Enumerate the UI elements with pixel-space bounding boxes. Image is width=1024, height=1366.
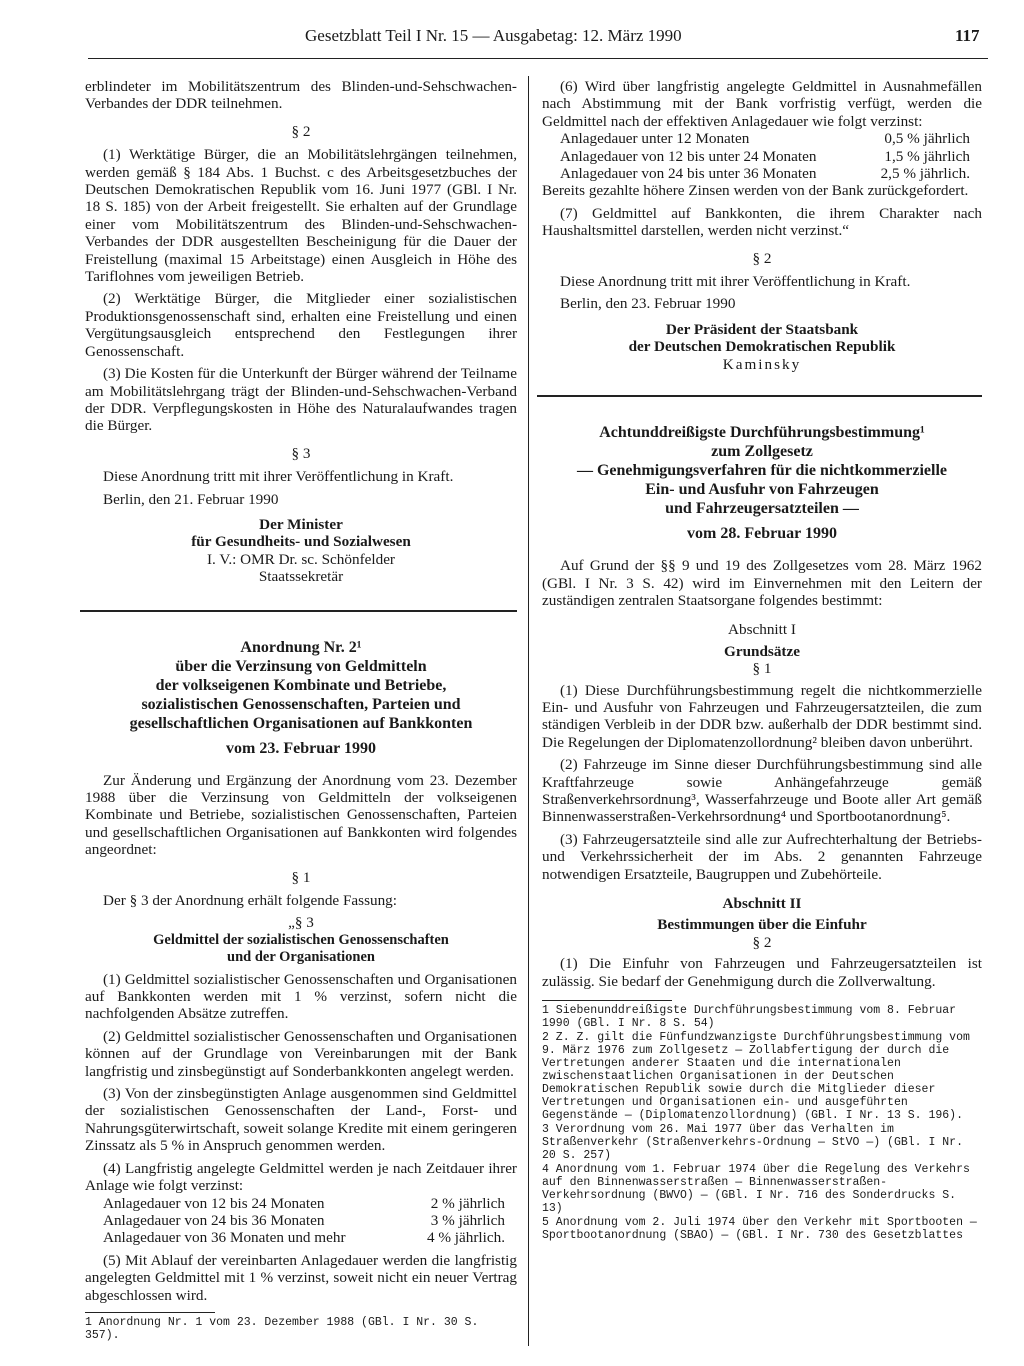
- rate-row: Anlagedauer von 24 bis unter 36 Monaten 2,5 % jährlich.: [560, 165, 970, 183]
- rate-row: Anlagedauer von 12 bis unter 24 Monaten 1,5 % jährlich: [560, 147, 970, 165]
- paragraph: (5) Mit Ablauf der vereinbarten Anlagedauer werden die langfristig angelegten Geldmittel mit 1 % verzinst, soweit nicht ein neuer Vertrag abgeschlossen wird.: [85, 1251, 517, 1304]
- signature-name: I. V.: OMR Dr. sc. Schönfelder: [206, 550, 395, 568]
- rate-row: Anlagedauer von 24 bis 36 Monaten 3 % jährlich: [103, 1211, 505, 1229]
- chapter-heading: Abschnitt II: [722, 895, 802, 912]
- paragraph: (6) Wird über langfristig angelegte Geldmittel in Ausnahmefällen nach Abstimmung mit der Bank vorfristig verfügt, werden die Geldmittel nach der effektiven Anlagedauer wie folgt verzinst:: [542, 78, 982, 130]
- paragraph: (3) Fahrzeugersatzteile sind alle zur Aufrechterhaltung der Betriebs- und Verkehrssicherheit der im Abs. 2 genannten Fahrzeuge notwendigen Ersatzteile, Baugruppen und Zubehörteile.: [542, 830, 982, 883]
- paragraph: Diese Anordnung tritt mit ihrer Veröffentlichung in Kraft.: [103, 468, 454, 486]
- section-rule: [537, 395, 982, 397]
- title-line: — Genehmigungsverfahren für die nichtkommerzielle: [576, 462, 948, 480]
- signature-title: Der Minister: [259, 515, 343, 533]
- rate-row: Anlagedauer unter 12 Monaten 0,5 % jährlich: [560, 130, 970, 148]
- footnotes: [542, 1004, 982, 1242]
- rate-table: [85, 1195, 517, 1247]
- title-line: der volkseigenen Kombinate und Betriebe,: [155, 676, 447, 694]
- title-date: vom 23. Februar 1990: [226, 739, 376, 757]
- paragraph: Bereits gezahlte höhere Zinsen werden von der Bank zurückgefordert.: [542, 182, 969, 200]
- chapter-title: Bestimmungen über die Einfuhr: [657, 916, 867, 934]
- section-rule: [80, 610, 517, 612]
- paragraph: (1) Werktätige Bürger, die an Mobilitätslehrgängen teilnehmen, werden gemäß § 184 Abs. 1 Buchst. c des Arbeitsgesetzbuches der Deutschen Demokratischen Republik vom 16. Juni 1977 (GBl. I Nr. 18 S. 185) von der Arbeit freigestellt. Sie erhalten auf der Grundlage einer vom Mobilitätszentrum des Blinden-und-Sehschwachen-Verbandes der DDR ausgestellten Bescheinigung für die Dauer der Freistellung (maximal 15 Arbeitstage) einen Ausgleich in Höhe des Tariflohnes vom jeweiligen Betrieb.: [85, 146, 517, 286]
- footnote: 4 Anordnung vom 1. Februar 1974 über die Regelung des Verkehrs auf den Binnenwasserstraßen — Binnenwasserstraßen-Verkehrsordnung (BWVO) — (GBl. I Nr. 716 des Sonderdrucks S. 13): [542, 1163, 970, 1216]
- section-heading: § 2: [752, 249, 772, 267]
- left-column: [85, 78, 517, 1343]
- title-line: Achtunddreißigste Durchführungsbestimmung¹: [599, 424, 925, 442]
- footnote: 5 Anordnung vom 2. Juli 1974 über den Verkehr mit Sportbooten — Sportbootanordnung (SBAO) — (GBl. I Nr. 730 des Gesetzblattes: [542, 1216, 977, 1243]
- paragraph: (2) Fahrzeuge im Sinne dieser Durchführungsbestimmung sind alle Kraftfahrzeuge sowie Anhängefahrzeuge gemäß Straßenverkehrsordnung³, Wasserfahrzeuge und Boote aller Art gemäß Binnenwasserstraßen-Verkehrsordnung⁴ und Sportbootanordnung⁵.: [542, 756, 982, 826]
- right-column: [542, 78, 982, 1243]
- title-line: sozialistischen Genossenschaften, Parteien und: [141, 695, 461, 713]
- footnote-rule: [85, 1312, 215, 1313]
- chapter-heading: Abschnitt I: [728, 621, 796, 639]
- paragraph: Auf Grund der §§ 9 und 19 des Zollgesetzes vom 28. März 1962 (GBl. I Nr. 3 S. 42) wird im Einvernehmen mit den Leitern der zuständigen zentralen Staatsorgane folgendes bestimmt:: [542, 557, 982, 609]
- rate-table: [542, 130, 982, 182]
- section-heading: § 2: [752, 933, 772, 951]
- section-heading: § 3: [291, 444, 311, 462]
- footnote: 2 Z. Z. gilt die Fünfundzwanzigste Durchführungsbestimmung vom 9. März 1976 zum Zollgesetz — Zollabfertigung der durch die Vertretungen anderer Staaten und die internationalen zwischenstaatlichen Organisationen in der Deutschen Demokratischen Republik sowie durch die Mitglieder dieser Vertretungen und Organisationen ein- und ausgeführten Gegenstände — (Diplomatenzollordnung) (GBl. I Nr. 13 S. 196).: [542, 1031, 970, 1123]
- paragraph: (7) Geldmittel auf Bankkonten, die ihrem Charakter nach Haushaltsmittel darstellen, werden nicht verzinst.“: [542, 204, 982, 240]
- quoted-heading: Geldmittel der sozialistischen Genossenschaften: [153, 931, 449, 948]
- paragraph: (1) Diese Durchführungsbestimmung regelt die nichtkommerzielle Ein- und Ausfuhr von Fahrzeugen und Fahrzeugersatzteilen, die zum ständigen Verbleib in der DDR bzw. außerhalb der DDR bestimmt sind. Die Regelungen der Diplomatenzollordnung² bleiben davon unberührt.: [542, 681, 982, 751]
- paragraph: Der § 3 der Anordnung erhält folgende Fassung:: [103, 892, 397, 909]
- signature-title: Der Präsident der Staatsbank: [665, 320, 859, 338]
- footnote-rule: [542, 1000, 672, 1001]
- document-title: [85, 638, 517, 758]
- signature-name: Kaminsky: [722, 355, 802, 373]
- paragraph: (1) Die Einfuhr von Fahrzeugen und Fahrzeugersatzteilen ist zulässig. Sie bedarf der Genehmigung durch die Zollverwaltung.: [542, 955, 982, 990]
- title-line: gesellschaftlichen Organisationen auf Bankkonten: [129, 714, 473, 732]
- title-date: vom 28. Februar 1990: [687, 525, 837, 543]
- footnote: 1 Anordnung Nr. 1 vom 23. Dezember 1988 (GBl. I Nr. 30 S. 357).: [85, 1315, 479, 1342]
- quoted-heading: und der Organisationen: [227, 949, 375, 966]
- paragraph: (2) Geldmittel sozialistischer Genossenschaften und Organisationen können auf der Grundlage von Vereinbarungen mit der Bank langfristig und zinsbegünstigt auf Sonderbankkonten angelegt werden.: [85, 1027, 517, 1080]
- section-heading: § 2: [291, 122, 311, 140]
- title-line: zum Zollgesetz: [711, 443, 813, 461]
- title-line: und Fahrzeugersatzteilen —: [665, 500, 859, 518]
- paragraph: Zur Änderung und Ergänzung der Anordnung vom 23. Dezember 1988 über die Verzinsung von Geldmitteln der volkseigenen Kombinate und Betriebe, sozialistischen Genossenschaften, Parteien und gesellschaftlichen Organisationen auf Bankkonten wird folgendes angeordnet:: [85, 771, 517, 859]
- signature-title: der Deutschen Demokratischen Republik: [628, 338, 896, 356]
- page-header-title: Gesetzblatt Teil I Nr. 15 — Ausgabetag: 12. März 1990: [305, 26, 682, 45]
- paragraph: (2) Werktätige Bürger, die Mitglieder einer sozialistischen Produktionsgenossenschaft sind, erhalten eine Freistellung und einen Vergütungsausgleich entsprechend den Festlegungen ihrer Genossenschaft.: [85, 290, 517, 360]
- rate-row: Anlagedauer von 36 Monaten und mehr 4 % jährlich.: [103, 1229, 505, 1247]
- chapter-title: Grundsätze: [724, 642, 800, 660]
- title-line: Anordnung Nr. 2¹: [240, 638, 362, 656]
- paragraph: (3) Die Kosten für die Unterkunft der Bürger während der Teilname am Mobilitätslehrgang trägt der Blinden-und-Sehschwachen-Verband der DDR. Verpflegungskosten in Höhe des Naturalaufwandes tragen die Bürger.: [85, 365, 517, 435]
- signature-role: Staatssekretär: [258, 568, 344, 586]
- title-line: über die Verzinsung von Geldmitteln: [175, 657, 427, 675]
- page-number: 117: [955, 26, 980, 45]
- footnotes: [85, 1316, 517, 1342]
- date-line: Berlin, den 21. Februar 1990: [103, 490, 279, 508]
- paragraph: erblindeter im Mobilitätszentrum des Blinden-und-Sehschwachen-Verbandes der DDR teilnehmen.: [85, 78, 517, 113]
- date-line: Berlin, den 23. Februar 1990: [560, 295, 736, 313]
- section-heading: § 1: [752, 660, 772, 678]
- paragraph: (4) Langfristig angelegte Geldmittel werden je nach Zeitdauer ihrer Anlage wie folgt verzinst:: [85, 1159, 517, 1195]
- paragraph: (3) Von der zinsbegünstigten Anlage ausgenommen sind Geldmittel der sozialistischen Genossenschaften der Land-, Forst- und Nahrungsgüterwirtschaft, soweit solange Kredite mit einem geringeren Zinssatz als 5 % in Anspruch genommen werden.: [85, 1085, 517, 1155]
- section-heading: § 1: [291, 868, 311, 886]
- column-divider: [528, 76, 529, 1346]
- quoted-section-heading: „§ 3: [288, 914, 314, 932]
- footnote: 1 Siebenunddreißigste Durchführungsbestimmung vom 8. Februar 1990 (GBl. I Nr. 8 S. 54): [542, 1004, 957, 1031]
- title-line: Ein- und Ausfuhr von Fahrzeugen: [645, 481, 879, 499]
- rate-row: Anlagedauer von 12 bis 24 Monaten 2 % jährlich: [103, 1194, 505, 1212]
- footnote: 3 Verordnung vom 26. Mai 1977 über das Verhalten im Straßenverkehr (Straßenverkehrs-Ordnung — StVO —) (GBl. I Nr. 20 S. 257): [542, 1123, 963, 1163]
- paragraph: Diese Anordnung tritt mit ihrer Veröffentlichung in Kraft.: [560, 273, 911, 291]
- paragraph: (1) Geldmittel sozialistischer Genossenschaften und Organisationen auf Bankkonten werden mit 1 % verzinst, sofern nicht die nachfolgenden Absätze zutreffen.: [85, 970, 517, 1023]
- document-title: [542, 423, 982, 543]
- signature-title: für Gesundheits- und Sozialwesen: [191, 533, 411, 551]
